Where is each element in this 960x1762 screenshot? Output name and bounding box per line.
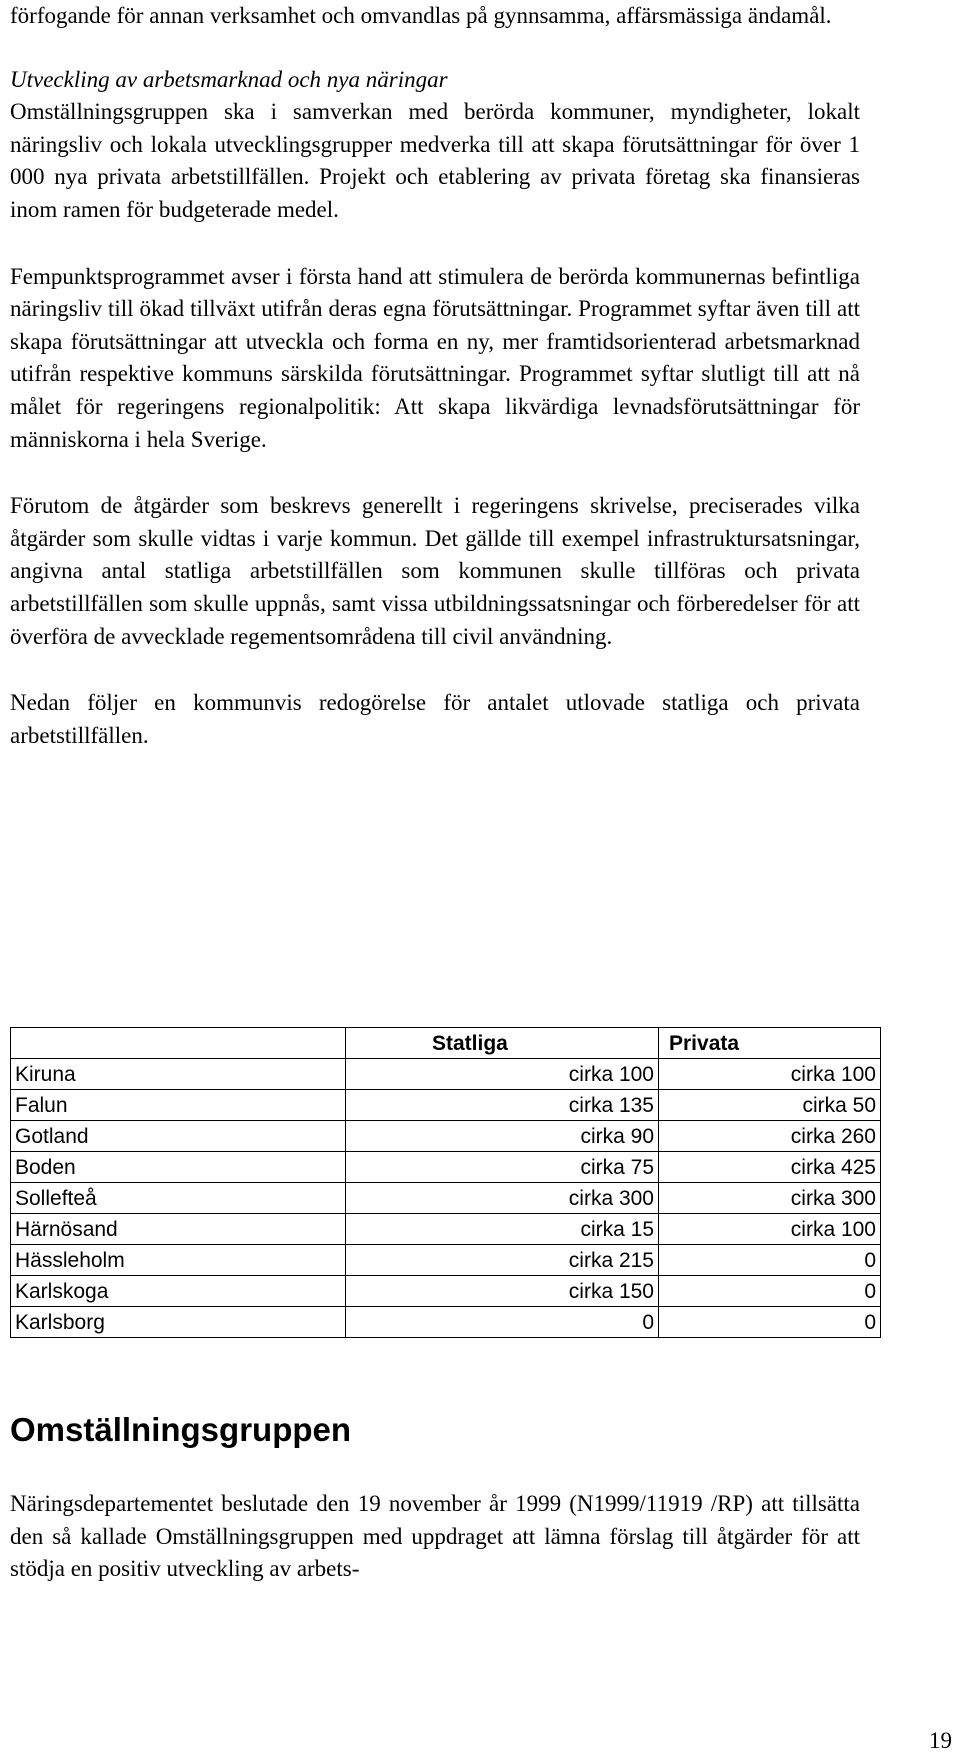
cell-kommun: Gotland bbox=[11, 1121, 346, 1152]
table-row bbox=[11, 1276, 881, 1307]
table-header-privata: Privata bbox=[659, 1028, 881, 1059]
paragraph-gap bbox=[10, 227, 860, 261]
cell-kommun: Kiruna bbox=[11, 1059, 346, 1090]
table-row bbox=[11, 1245, 881, 1276]
table-row bbox=[11, 1121, 881, 1152]
table-header-statliga: Statliga bbox=[346, 1028, 659, 1059]
paragraph-development-body: Omställningsgruppen ska i samverkan med berörda kommuner, myndigheter, lokalt näringsliv och lokala utvecklingsgrupper medverka till att skapa förutsättningar för över 1 000 nya privata arbetstillfällen. Projekt och etablering av privata företag ska finansieras inom ramen för budgeterade medel. bbox=[10, 99, 860, 222]
table-row bbox=[11, 1183, 881, 1214]
cell-kommun: Hässleholm bbox=[11, 1245, 346, 1276]
cell-statliga: cirka 150 bbox=[346, 1276, 659, 1307]
section-heading: Omställningsgruppen bbox=[10, 1411, 352, 1448]
paragraph-gap bbox=[10, 33, 860, 64]
cell-kommun: Karlsborg bbox=[11, 1307, 346, 1338]
paragraph-development bbox=[10, 64, 860, 227]
jobs-table bbox=[10, 1027, 881, 1338]
document-page bbox=[10, 0, 860, 752]
paragraph-measures: Förutom de åtgärder som beskrevs generellt i regeringens skrivelse, preciserades vilka åtgärder som skulle vidtas i varje kommun. Det gällde till exempel infrastruktursatsningar, angivna antal statliga arbetstillfällen som kommunen skulle tillföras och privata arbetstillfällen som skulle uppnås, samt vissa utbildningssatsningar och förberedelser för att överföra de avvecklade regementsområdena till civil användning. bbox=[10, 493, 860, 649]
cell-privata: cirka 425 bbox=[659, 1152, 881, 1183]
jobs-table-body bbox=[11, 1059, 881, 1338]
table-header-kommun bbox=[11, 1028, 346, 1059]
cell-privata: 0 bbox=[659, 1307, 881, 1338]
paragraph-omstallningsgruppen: Näringsdepartementet beslutade den 19 november år 1999 (N1999/11919 /RP) att tillsätta den så kallade Omställningsgruppen med uppdraget att lämna förslag till åtgärder för att stödja en positiv utveckling av arbets- bbox=[10, 1491, 860, 1582]
cell-statliga: cirka 135 bbox=[346, 1090, 659, 1121]
table-row bbox=[11, 1090, 881, 1121]
paragraph-gap bbox=[10, 653, 860, 687]
cell-statliga: cirka 75 bbox=[346, 1152, 659, 1183]
paragraph-table-intro: Nedan följer en kommunvis redogörelse för antalet utlovade statliga och privata arbetstillfällen. bbox=[10, 690, 860, 748]
cell-privata: cirka 260 bbox=[659, 1121, 881, 1152]
cell-statliga: cirka 215 bbox=[346, 1245, 659, 1276]
cell-kommun: Sollefteå bbox=[11, 1183, 346, 1214]
cell-privata: cirka 100 bbox=[659, 1214, 881, 1245]
cell-kommun: Härnösand bbox=[11, 1214, 346, 1245]
cell-kommun: Falun bbox=[11, 1090, 346, 1121]
cell-statliga: cirka 300 bbox=[346, 1183, 659, 1214]
cell-statliga: cirka 15 bbox=[346, 1214, 659, 1245]
paragraph-intro-continuation: förfogande för annan verksamhet och omvandlas på gynnsamma, affärsmässiga ändamål. bbox=[10, 3, 832, 28]
table-row bbox=[11, 1214, 881, 1245]
cell-kommun: Karlskoga bbox=[11, 1276, 346, 1307]
cell-kommun: Boden bbox=[11, 1152, 346, 1183]
paragraph-fempunkt: Fempunktsprogrammet avser i första hand att stimulera de berörda kommunernas befintliga näringsliv till ökad tillväxt utifrån deras egna förutsättningar. Programmet syftar även till att skapa förutsättningar att utveckla och forma en ny, mer framtidsorienterad arbetsmarknad utifrån respektive kommuns särskilda förutsättningar. Programmet syftar slutligt till att nå målet för regeringens regionalpolitik: Att skapa likvärdiga levnadsförutsättningar för människorna i hela Sverige. bbox=[10, 263, 860, 452]
table-row bbox=[11, 1059, 881, 1090]
cell-statliga: 0 bbox=[346, 1307, 659, 1338]
paragraph-gap bbox=[10, 456, 860, 490]
table-row bbox=[11, 1152, 881, 1183]
table-row bbox=[11, 1307, 881, 1338]
cell-privata: 0 bbox=[659, 1245, 881, 1276]
table-header-row bbox=[11, 1028, 881, 1059]
cell-statliga: cirka 100 bbox=[346, 1059, 659, 1090]
cell-privata: 0 bbox=[659, 1276, 881, 1307]
cell-privata: cirka 50 bbox=[659, 1090, 881, 1121]
page-number: 19 bbox=[929, 1728, 952, 1753]
cell-privata: cirka 100 bbox=[659, 1059, 881, 1090]
cell-privata: cirka 300 bbox=[659, 1183, 881, 1214]
cell-statliga: cirka 90 bbox=[346, 1121, 659, 1152]
subheading-development: Utveckling av arbetsmarknad och nya näringar bbox=[10, 66, 448, 92]
